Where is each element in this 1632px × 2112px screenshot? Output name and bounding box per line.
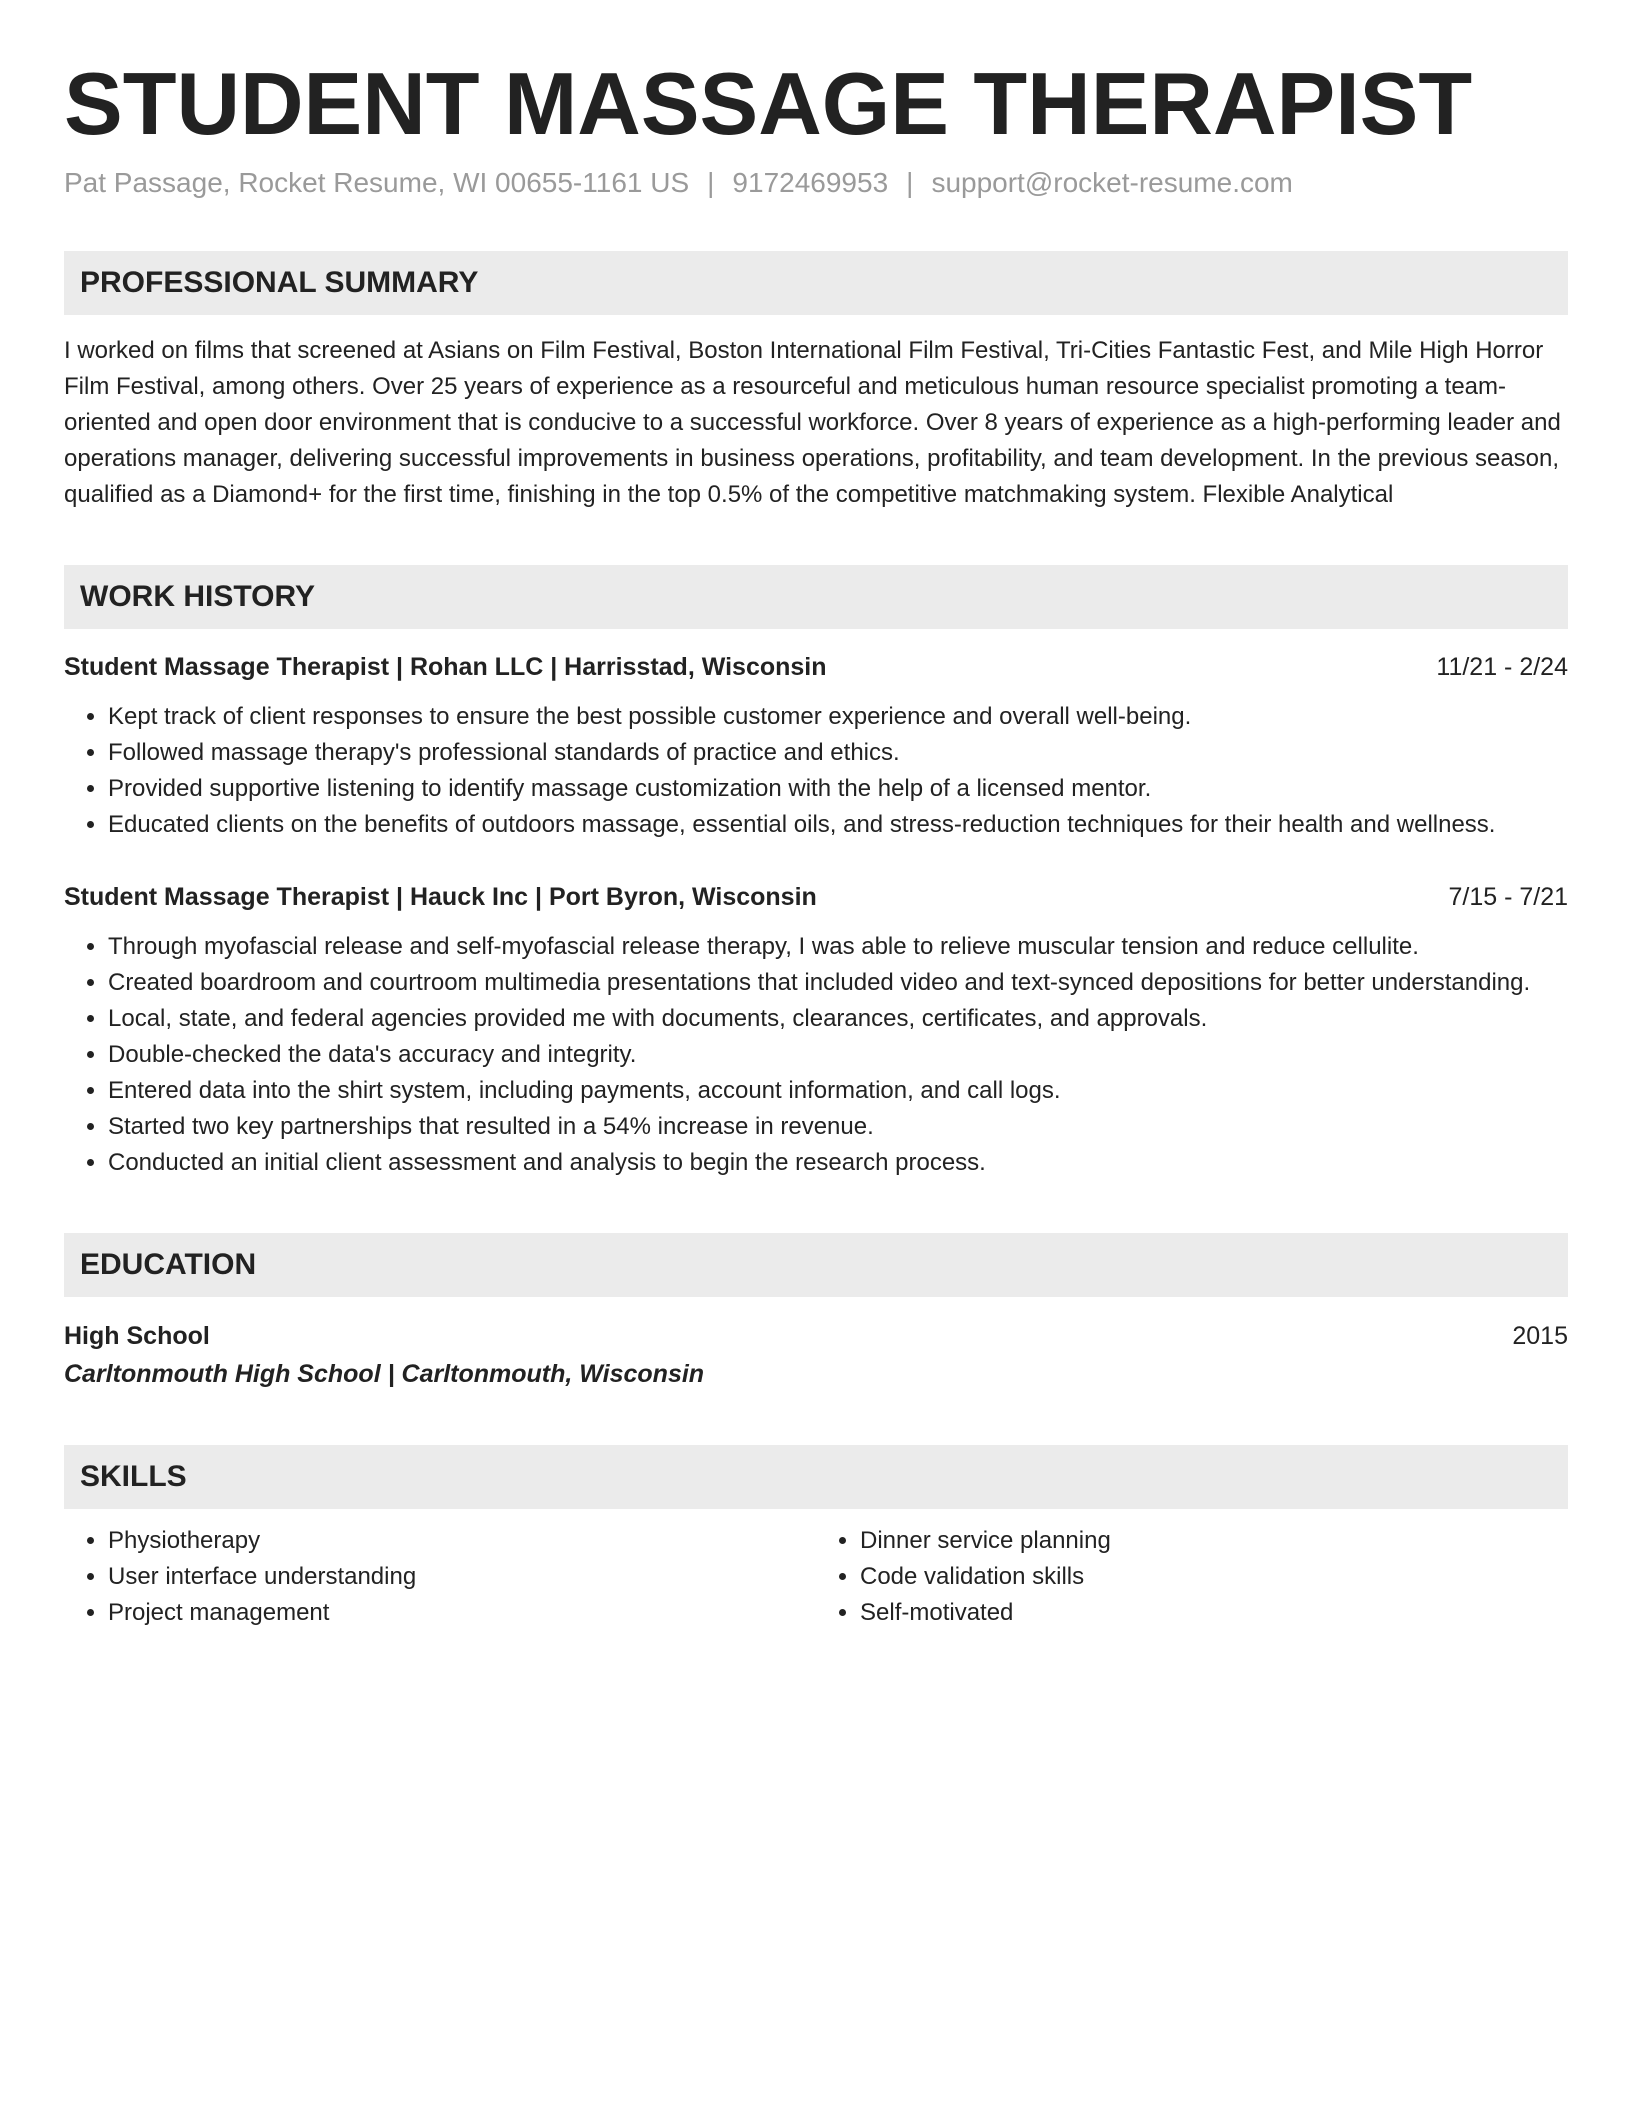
job-bullet: • Kept track of client responses to ensure the best possible customer experience and overall well-being. [108,699,1568,735]
job-bullet: • Through myofascial release and self-myofascial release therapy, I was able to relieve muscular tension and reduce cellulite. [108,929,1568,965]
job-bullets [64,699,1568,843]
education-degree: High School [64,1321,210,1350]
job-bullet: • Started two key partnerships that resulted in a 54% increase in revenue. [108,1109,1568,1145]
education-entry [64,1317,1568,1393]
job-entry [64,879,1568,1181]
education-year: 2015 [1512,1321,1568,1350]
job-header [64,649,1568,685]
job-bullet: • Provided supportive listening to identify massage customization with the help of a licensed mentor. [108,771,1568,807]
skill-item: • Code validation skills [860,1559,1568,1595]
job-bullet: • Local, state, and federal agencies provided me with documents, clearances, certificates, and approvals. [108,1001,1568,1037]
job-entry [64,649,1568,843]
education-header [64,1317,1568,1355]
summary-text: I worked on films that screened at Asians on Film Festival, Boston International Film Festival, Tri-Cities Fantastic Fest, and Mile High Horror Film Festival, among others. Over 25 years of experience as a resourceful and meticulous human resource specialist promoting a team-oriented and open door environment that is conducive to a successful workforce. Over 8 years of experience as a high-performing leader and operations manager, delivering successful improvements in business operations, profitability, and team development. In the previous season, qualified as a Diamond+ for the first time, finishing in the top 0.5% of the competitive matchmaking system. Flexible Analytical [64,336,1561,508]
job-bullet: • Created boardroom and courtroom multimedia presentations that included video and text-synced depositions for better understanding. [108,965,1568,1001]
education-school: Carltonmouth High School | Carltonmouth, Wisconsin [64,1359,705,1388]
skill-item: • Dinner service planning [860,1523,1568,1559]
contact-line [64,167,1568,199]
contact-address: Pat Passage, Rocket Resume, WI 00655-1161 US [64,166,690,198]
contact-separator: | [707,166,715,198]
job-bullets [64,929,1568,1181]
skills-column-left [64,1523,816,1631]
contact-email: support@rocket-resume.com [931,166,1293,198]
job-bullet: • Double-checked the data's accuracy and integrity. [108,1037,1568,1073]
job-bullet: • Entered data into the shirt system, including payments, account information, and call logs. [108,1073,1568,1109]
job-bullet: • Followed massage therapy's professional standards of practice and ethics. [108,735,1568,771]
skill-item: • User interface understanding [108,1559,816,1595]
job-bullet: • Educated clients on the benefits of outdoors massage, essential oils, and stress-reduction techniques for their health and wellness. [108,807,1568,843]
skill-item: • Project management [108,1595,816,1631]
job-bullet: • Conducted an initial client assessment and analysis to begin the research process. [108,1145,1568,1181]
job-header [64,879,1568,915]
job-dates: 11/21 - 2/24 [1436,652,1568,681]
skill-item: • Self-motivated [860,1595,1568,1631]
skills-list [64,1523,1568,1631]
section-heading-summary: PROFESSIONAL SUMMARY [64,251,1568,315]
resume-title: STUDENT MASSAGE THERAPIST [64,54,1473,153]
section-heading-skills: SKILLS [64,1445,1568,1509]
job-title: Student Massage Therapist | Rohan LLC | Harrisstad, Wisconsin [64,652,827,681]
skill-item: • Physiotherapy [108,1523,816,1559]
section-heading-education: EDUCATION [64,1233,1568,1297]
section-heading-work-history: WORK HISTORY [64,565,1568,629]
contact-phone: 9172469953 [732,166,889,198]
contact-separator: | [906,166,914,198]
job-dates: 7/15 - 7/21 [1448,882,1568,911]
job-title: Student Massage Therapist | Hauck Inc | Port Byron, Wisconsin [64,882,817,911]
skills-column-right [816,1523,1568,1631]
